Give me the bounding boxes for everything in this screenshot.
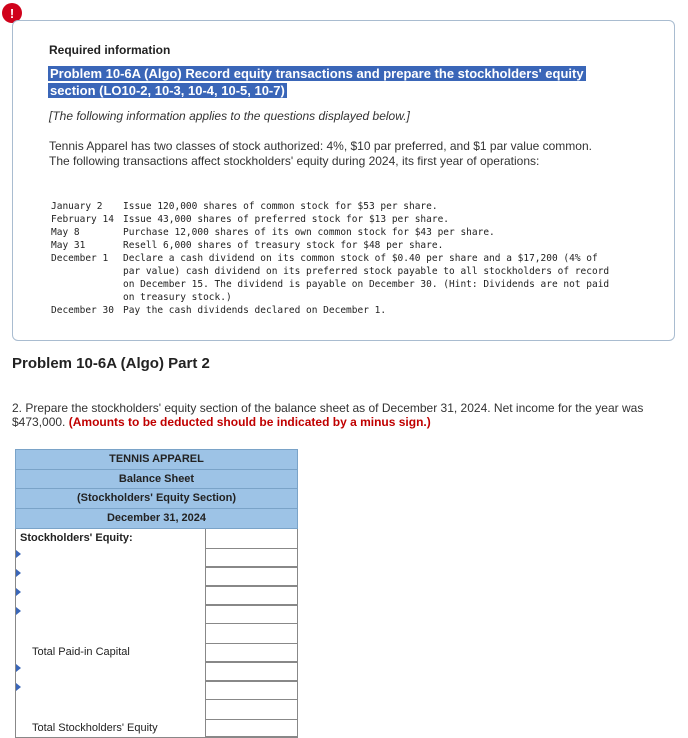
spacer-row: [15, 700, 298, 719]
total-paid-in-row: [15, 643, 298, 662]
amount-input[interactable]: [206, 662, 297, 681]
required-information-panel: [12, 20, 675, 341]
transaction-desc: Issue 43,000 shares of preferred stock for $13 per share.: [123, 214, 450, 225]
transaction-row: [51, 239, 613, 252]
transaction-date: May 31: [51, 240, 86, 251]
part-title: Problem 10-6A (Algo) Part 2: [12, 355, 210, 372]
empty-cell: [15, 624, 206, 643]
transaction-date: December 1: [51, 253, 109, 264]
alert-icon: !: [2, 3, 22, 23]
transaction-desc: Issue 120,000 shares of common stock for $53 per share.: [123, 201, 438, 212]
section-row: [15, 529, 298, 548]
transaction-desc: Resell 6,000 shares of treasury stock for $48 per share.: [123, 240, 444, 251]
part-instruction: [12, 401, 684, 429]
problem-intro: Tennis Apparel has two classes of stock authorized: 4%, $10 par preferred, and $1 par value common. The following transactions affect stockholders' equity during 2024, its first year of operations:: [49, 139, 592, 168]
transaction-date: May 8: [51, 227, 80, 238]
account-select[interactable]: [15, 586, 206, 605]
statement-date: December 31, 2024: [106, 511, 207, 524]
instruction-note: (Amounts to be deducted should be indicated by a minus sign.): [68, 415, 431, 429]
empty-cell: [206, 529, 298, 548]
instruction-text: 2. Prepare the stockholders' equity section of the balance sheet as of December 31, 2024. Net income for the year was $473,000.: [12, 401, 644, 429]
transaction-row: [51, 304, 613, 317]
spacer-row: [15, 624, 298, 643]
statement-section: (Stockholders' Equity Section): [16, 489, 297, 509]
required-information-heading: Required information: [49, 43, 171, 57]
account-select[interactable]: [15, 567, 206, 586]
statement-name: Balance Sheet: [16, 470, 297, 490]
company-name: TENNIS APPAREL: [16, 450, 297, 470]
balance-sheet-header: [15, 449, 298, 529]
transaction-row: [51, 252, 613, 304]
entry-row: [15, 567, 298, 586]
total-paid-in-input[interactable]: [206, 643, 297, 662]
dropdown-marker-icon: [16, 550, 21, 558]
amount-input[interactable]: [206, 548, 297, 567]
empty-cell: [206, 700, 298, 719]
entry-row: [15, 662, 298, 681]
amount-input[interactable]: [206, 586, 297, 605]
entry-row: [15, 548, 298, 567]
transaction-row: [51, 226, 613, 239]
empty-cell: [15, 700, 206, 719]
amount-input[interactable]: [206, 605, 297, 624]
total-equity-input[interactable]: [206, 719, 297, 737]
empty-cell: [206, 624, 298, 643]
balance-sheet-worksheet: [15, 449, 298, 738]
dropdown-marker-icon: [16, 607, 21, 615]
account-select[interactable]: [15, 548, 206, 567]
transactions-table: [51, 200, 613, 317]
dropdown-marker-icon: [16, 664, 21, 672]
amount-input[interactable]: [206, 681, 297, 700]
transaction-row: [51, 200, 613, 213]
stockholders-equity-label: Stockholders' Equity:: [15, 529, 206, 548]
transaction-date: January 2: [51, 201, 103, 212]
total-equity-label: Total Stockholders' Equity: [15, 719, 206, 738]
total-equity-row: [15, 719, 298, 738]
dropdown-marker-icon: [16, 683, 21, 691]
applies-note: [The following information applies to the questions displayed below.]: [49, 109, 410, 123]
transaction-row: [51, 213, 613, 226]
transaction-desc: Purchase 12,000 shares of its own common stock for $43 per share.: [123, 227, 495, 238]
total-paid-in-label: Total Paid-in Capital: [15, 643, 206, 662]
transaction-desc: Declare a cash dividend on its common stock of $0.40 per share and a $17,200 (4% of par value) cash dividend on its preferred stock payable to all stockholders of record on December 15. The dividend is payable on December 30. (Hint: Dividends are not paid on treasury stock.): [123, 253, 610, 303]
entry-row: [15, 681, 298, 700]
account-select[interactable]: [15, 662, 206, 681]
dropdown-marker-icon: [16, 588, 21, 596]
transaction-date: February 14: [51, 214, 114, 225]
transaction-desc: Pay the cash dividends declared on December 1.: [123, 305, 387, 316]
entry-row: [15, 605, 298, 624]
dropdown-marker-icon: [16, 569, 21, 577]
problem-title: Problem 10-6A (Algo) Record equity transactions and prepare the stockholders' equity section (LO10-2, 10-3, 10-4, 10-5, 10-7): [50, 66, 584, 98]
entry-row: [15, 586, 298, 605]
amount-input[interactable]: [206, 567, 297, 586]
account-select[interactable]: [15, 681, 206, 700]
transaction-date: December 30: [51, 305, 114, 316]
account-select[interactable]: [15, 605, 206, 624]
